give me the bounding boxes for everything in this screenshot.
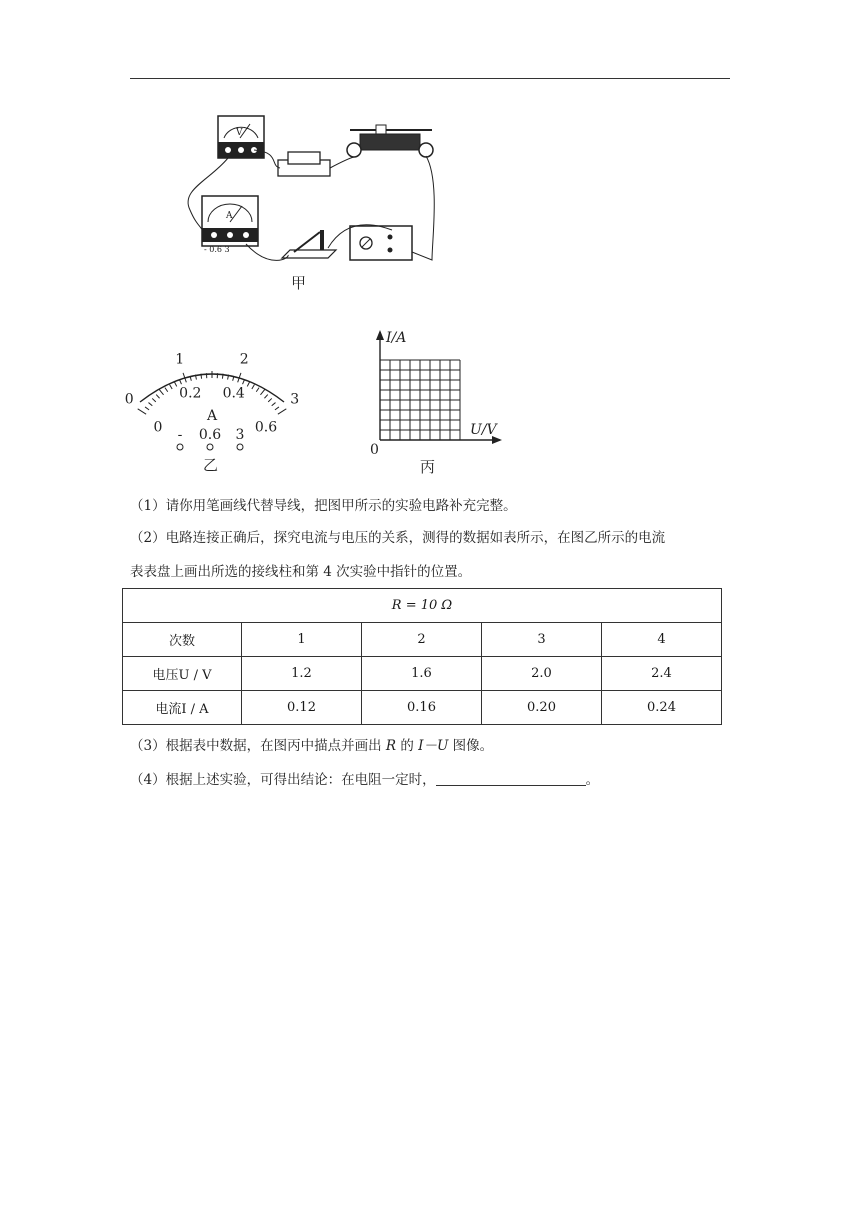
table-row [123,691,722,725]
question-4: （4）根据上述实验，可得出结论：在电阻一定时， 。 [130,772,600,788]
dial-label-top: 0 [124,391,134,408]
dial-tick [278,409,286,414]
table-cell: 1.6 [362,657,482,691]
dial-tick [268,398,272,401]
terminal-icon [177,444,183,450]
y-axis-arrow [376,330,384,340]
dial-tick [159,389,163,394]
dial-tick [275,407,279,410]
dial-tick [165,388,168,392]
terminal-icon [207,444,213,450]
figure-jia [170,100,470,300]
dial-label-bottom: 0 [153,419,163,436]
dial-label-top: 3 [290,391,300,408]
dial-label-top: 1 [175,351,185,368]
row-label-current: 电流I / A [123,691,242,725]
resistor-icon [278,152,330,176]
voltmeter-icon [218,116,264,158]
dial-tick [145,407,149,410]
figure-jia-label: 甲 [291,274,307,292]
dial-tick [272,403,276,406]
table-title: R = 10 Ω [123,589,722,623]
dial-unit: A [206,408,218,424]
dial-tick [256,388,259,392]
dial-tick [222,374,223,379]
table-cell: 0.16 [362,691,482,725]
table-cell: 3 [482,623,602,657]
circuit-diagram [170,100,470,300]
row-label-voltage: 电压U / V [123,657,242,691]
power-supply-icon [350,226,412,260]
terminal-label: - [177,427,183,443]
table-cell: 0.12 [242,691,362,725]
dial-tick [201,374,202,379]
header-rule [130,78,730,79]
question-3: （3）根据表中数据，在图丙中描点并画出 R 的 I－U 图像。 [130,738,494,754]
dial-tick [264,395,267,399]
terminal-icon [237,444,243,450]
dial-tick [174,382,176,386]
dial-tick [180,380,182,385]
question-1: （1）请你用笔画线代替导线，把图甲所示的实验电路补充完整。 [130,498,517,514]
dial-tick [243,380,245,385]
answer-blank[interactable] [436,771,586,786]
dial-label-top: 2 [239,351,249,368]
iu-grid [362,322,512,462]
ammeter-dial [122,340,302,460]
table-row [123,623,722,657]
switch-icon [282,230,336,258]
origin-label: 0 [370,442,379,458]
data-table [122,588,722,725]
table-cell: 1.2 [242,657,362,691]
table-header-label: 次数 [123,623,242,657]
figure-yi-label: 乙 [203,456,219,474]
dial-tick [260,389,264,394]
dial-tick [148,403,152,406]
ammeter-icon [202,196,258,254]
table-cell: 0.20 [482,691,602,725]
y-axis-label: I/A [386,330,407,346]
figure-bing-label: 丙 [420,458,436,476]
svg-text:V: V [236,128,243,138]
dial-tick [170,385,173,389]
table-cell: 2 [362,623,482,657]
dial-tick [138,409,146,414]
x-axis-label: U/V [470,422,497,438]
dial-tick [152,398,156,401]
svg-text:A: A [226,211,233,221]
table-cell: 0.24 [602,691,722,725]
dial-label-bottom: 0.4 [222,385,245,402]
dial-tick [156,395,159,399]
table-cell: 4 [602,623,722,657]
question-2-line-2: 表表盘上画出所选的接线柱和第 4 次实验中指针的位置。 [130,564,472,580]
table-row [123,657,722,691]
dial-tick [252,385,255,389]
table-cell: 2.0 [482,657,602,691]
dial-label-bottom: 0.6 [254,419,278,436]
svg-text:- 0.6 3: - 0.6 3 [204,245,230,254]
rheostat-icon [347,125,433,157]
terminal-label: 3 [235,427,245,443]
dial-label-bottom: 0.2 [179,385,202,402]
figure-yi [122,340,302,480]
figure-bing [362,322,512,482]
terminal-label: 0.6 [198,427,222,443]
question-2-line-1: （2）电路连接正确后，探究电流与电压的关系，测得的数据如表所示，在图乙所示的电流 [130,530,666,546]
table-cell: 1 [242,623,362,657]
dial-tick [247,382,249,386]
table-cell: 2.4 [602,657,722,691]
